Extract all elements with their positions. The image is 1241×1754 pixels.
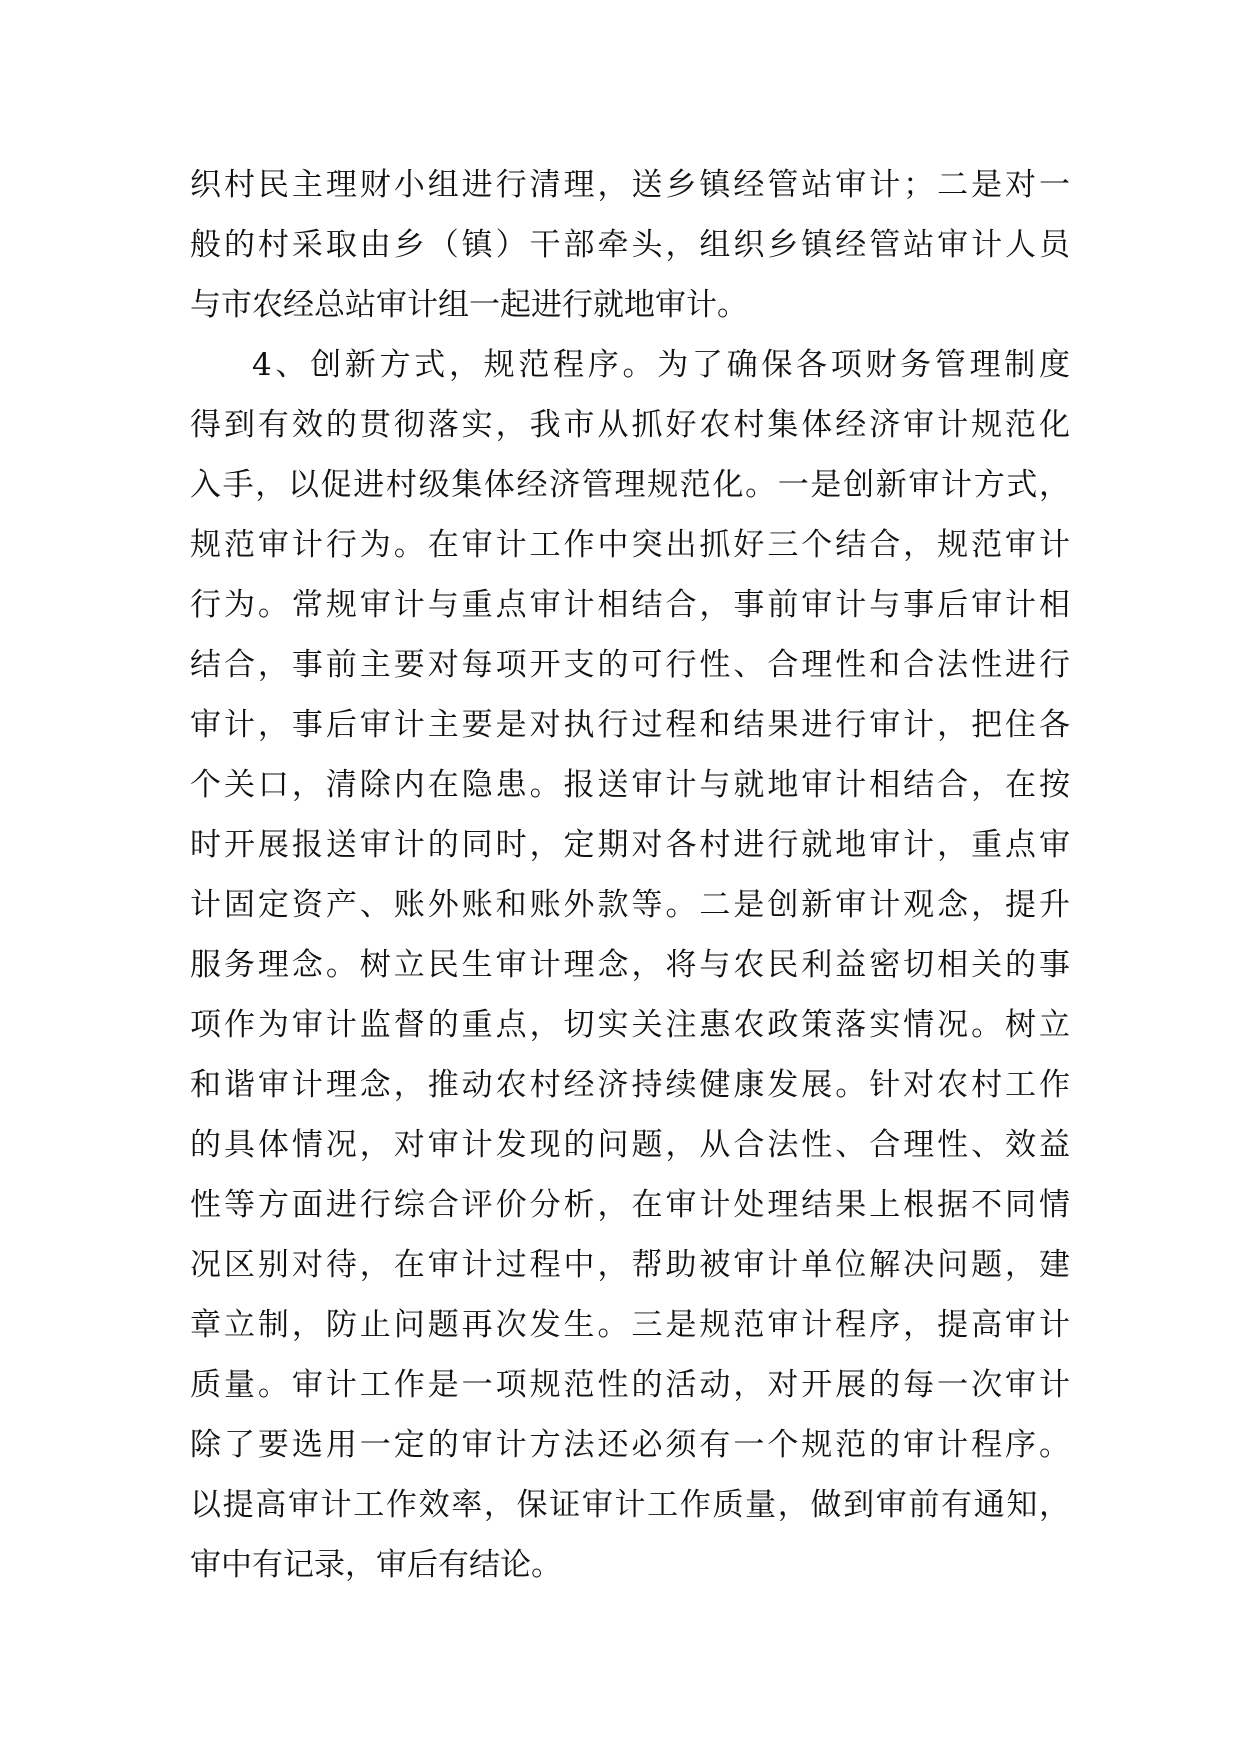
- text-line: 和谐审计理念，推动农村经济持续健康发展。针对农村工作: [190, 1067, 1070, 1103]
- text-line: 性等方面进行综合评价分析，在审计处理结果上根据不同情: [190, 1187, 1070, 1223]
- text-line: 服务理念。树立民生审计理念，将与农民利益密切相关的事: [190, 947, 1070, 983]
- text-line: 行为。常规审计与重点审计相结合，事前审计与事后审计相: [190, 587, 1070, 623]
- text-line: 的具体情况，对审计发现的问题，从合法性、合理性、效益: [190, 1127, 1070, 1163]
- text-line: 项作为审计监督的重点，切实关注惠农政策落实情况。树立: [190, 1007, 1070, 1043]
- text-line: 审计，事后审计主要是对执行过程和结果进行审计，把住各: [190, 707, 1070, 743]
- body-text: [190, 155, 1070, 1595]
- paragraph-start-line: 4、创新方式，规范程序。为了确保各项财务管理制度: [252, 347, 1070, 383]
- text-line: 入手，以促进村级集体经济管理规范化。一是创新审计方式，: [190, 467, 1070, 503]
- text-line: 规范审计行为。在审计工作中突出抓好三个结合，规范审计: [190, 527, 1070, 563]
- text-line: 般的村采取由乡（镇）干部牵头，组织乡镇经管站审计人员: [190, 227, 1070, 263]
- text-line: 得到有效的贯彻落实，我市从抓好农村集体经济审计规范化: [190, 407, 1070, 443]
- text-line: 审中有记录，审后有结论。: [190, 1547, 562, 1583]
- text-line: 况区别对待，在审计过程中，帮助被审计单位解决问题，建: [190, 1247, 1070, 1283]
- text-line: 个关口，清除内在隐患。报送审计与就地审计相结合，在按: [190, 767, 1070, 803]
- text-line: 计固定资产、账外账和账外款等。二是创新审计观念，提升: [190, 887, 1070, 923]
- text-line: 时开展报送审计的同时，定期对各村进行就地审计，重点审: [190, 827, 1070, 863]
- text-line: 除了要选用一定的审计方法还必须有一个规范的审计程序。: [190, 1427, 1070, 1463]
- text-line: 与市农经总站审计组一起进行就地审计。: [190, 287, 748, 323]
- text-line: 结合，事前主要对每项开支的可行性、合理性和合法性进行: [190, 647, 1070, 683]
- text-line: 章立制，防止问题再次发生。三是规范审计程序，提高审计: [190, 1307, 1070, 1343]
- text-line: 质量。审计工作是一项规范性的活动，对开展的每一次审计: [190, 1367, 1070, 1403]
- text-line: 织村民主理财小组进行清理，送乡镇经管站审计；二是对一: [190, 167, 1070, 203]
- text-line: 以提高审计工作效率，保证审计工作质量，做到审前有通知，: [190, 1487, 1070, 1523]
